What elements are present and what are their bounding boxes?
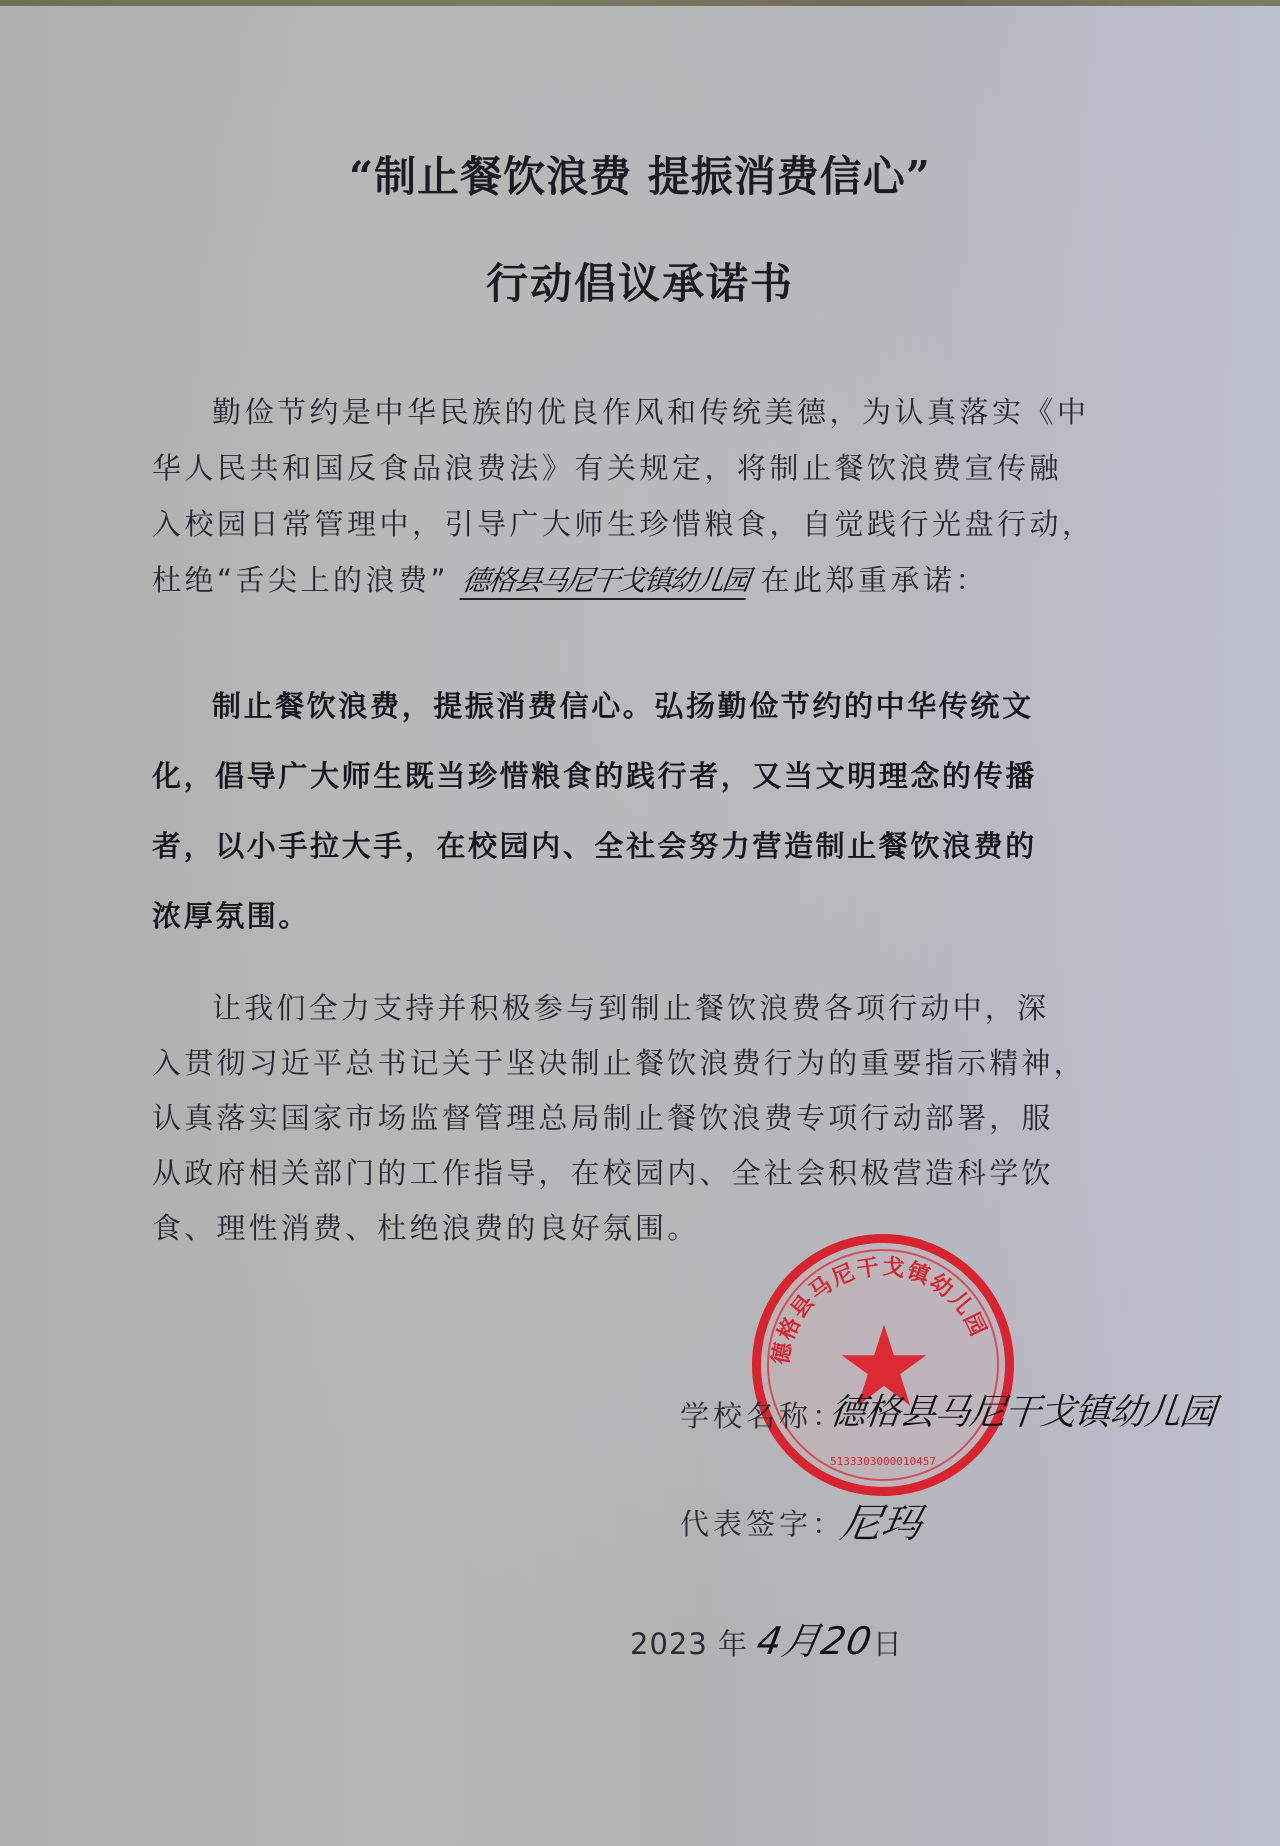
paragraph-line: 浓厚氛围。 xyxy=(152,899,311,933)
paragraph-line: 制止餐饮浪费，提振消费信心。弘扬勤俭节约的中华传统文 xyxy=(212,689,1034,723)
paragraph-commitment xyxy=(152,671,1092,951)
paragraph-call-to-action xyxy=(152,981,1092,1256)
paragraph-line: 从政府相关部门的工作指导，在校园内、全社会积极营造科学饮 xyxy=(152,1156,1054,1190)
handwritten-school-name-signature: 德格县马尼干戈镇幼儿园 xyxy=(827,1392,1217,1433)
line-suffix: 在此郑重承诺： xyxy=(760,563,989,597)
school-name-label: 学校名称： xyxy=(680,1399,846,1433)
paragraph-line: 入校园日常管理中，引导广大师生珍惜粮食，自觉践行光盘行动， xyxy=(152,507,1095,541)
date-year: 2023 年 xyxy=(630,1627,749,1661)
paragraph-line: 让我们全力支持并积极参与到制止餐饮浪费各项行动中，深 xyxy=(212,991,1050,1025)
official-seal-stamp xyxy=(752,1234,1014,1496)
document-page xyxy=(0,6,1280,1846)
paragraph-line: 入贯彻习近平总书记关于坚决制止餐饮浪费行为的重要指示精神， xyxy=(152,1046,1086,1080)
paragraph-line: 食、理性消费、杜绝浪费的良好氛围。 xyxy=(152,1211,700,1245)
paragraph-line: 勤俭节约是中华民族的优良作风和传统美德，为认真落实《中 xyxy=(212,395,1090,429)
paragraph-line: 华人民共和国反食品浪费法》有关规定，将制止餐饮浪费宣传融 xyxy=(152,451,1063,485)
document-date xyxy=(630,1610,903,1665)
representative-signature: 尼玛 xyxy=(837,1501,926,1547)
paragraph-line xyxy=(152,552,1092,608)
date-day-suffix: 日 xyxy=(872,1627,903,1661)
handwritten-school-name: 德格县马尼干戈镇幼儿园 xyxy=(459,564,750,600)
paragraph-line: 化，倡导广大师生既当珍惜粮食的践行者，又当文明理念的传播 xyxy=(152,759,1037,793)
svg-text:德格县马尼干戈镇幼儿园: 德格县马尼干戈镇幼儿园 xyxy=(768,1254,992,1367)
paragraph-line: 认真落实国家市场监督管理总局制止餐饮浪费专项行动部署，服 xyxy=(152,1101,1054,1135)
document-title-line1: “制止餐饮浪费 提振消费信心” xyxy=(349,152,931,201)
representative-signature-label: 代表签字： xyxy=(680,1507,846,1541)
paragraph-intro xyxy=(152,384,1095,608)
svg-text:5133303000010457: 5133303000010457 xyxy=(830,1455,936,1468)
paragraph-line: 者，以小手拉大手，在校园内、全社会努力营造制止餐饮浪费的 xyxy=(152,829,1037,863)
document-title-line2: 行动倡议承诺书 xyxy=(485,259,794,308)
date-month-day-handwritten: 4月20 xyxy=(753,1619,877,1663)
line-prefix: 杜绝“舌尖上的浪费” xyxy=(152,563,450,597)
